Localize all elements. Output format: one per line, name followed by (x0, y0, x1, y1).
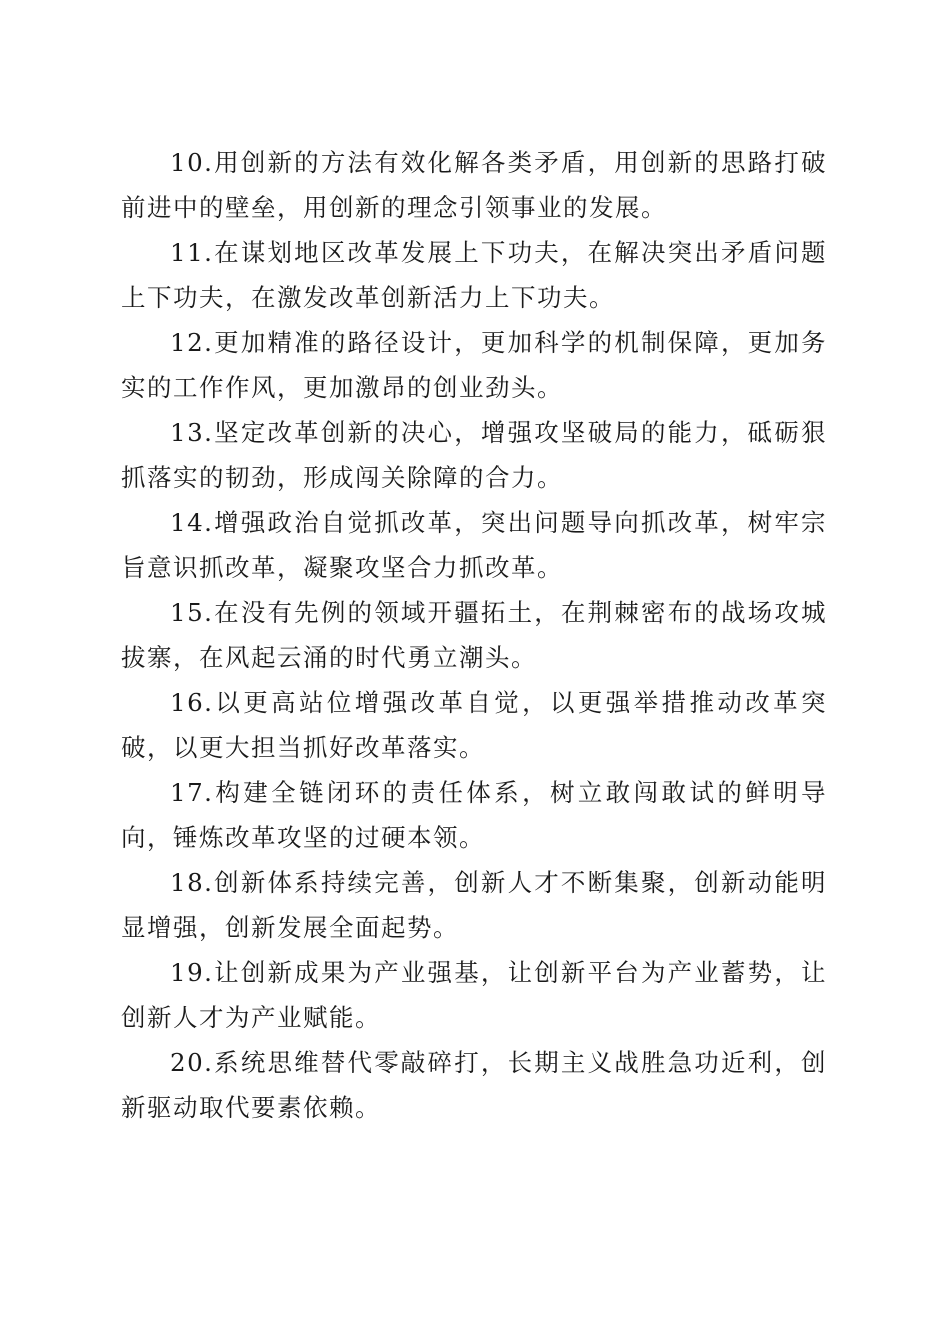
list-item: 15.在没有先例的领域开疆拓土，在荆棘密布的战场攻城拔寨，在风起云涌的时代勇立潮头。 (121, 598, 827, 672)
list-item: 13.坚定改革创新的决心，增强攻坚破局的能力，砥砺狠抓落实的韧劲，形成闯关除障的合力。 (121, 418, 827, 492)
list-item: 10.用创新的方法有效化解各类矛盾，用创新的思路打破前进中的壁垒，用创新的理念引领事业的发展。 (121, 148, 827, 222)
list-item: 18.创新体系持续完善，创新人才不断集聚，创新动能明显增强，创新发展全面起势。 (121, 868, 827, 942)
list-item: 20.系统思维替代零敲碎打，长期主义战胜急功近利，创新驱动取代要素依赖。 (121, 1048, 827, 1122)
list-item: 19.让创新成果为产业强基，让创新平台为产业蓄势，让创新人才为产业赋能。 (121, 958, 827, 1032)
list-item: 12.更加精准的路径设计，更加科学的机制保障，更加务实的工作作风，更加激昂的创业劲头。 (121, 328, 827, 402)
list-item: 14.增强政治自觉抓改革，突出问题导向抓改革，树牢宗旨意识抓改革，凝聚攻坚合力抓改革。 (121, 508, 827, 582)
document-body (121, 140, 827, 1130)
list-item: 16.以更高站位增强改革自觉，以更强举措推动改革突破，以更大担当抓好改革落实。 (121, 688, 827, 762)
list-item: 17.构建全链闭环的责任体系，树立敢闯敢试的鲜明导向，锤炼改革攻坚的过硬本领。 (121, 778, 827, 852)
list-item: 11.在谋划地区改革发展上下功夫，在解决突出矛盾问题上下功夫，在激发改革创新活力上下功夫。 (121, 238, 827, 312)
